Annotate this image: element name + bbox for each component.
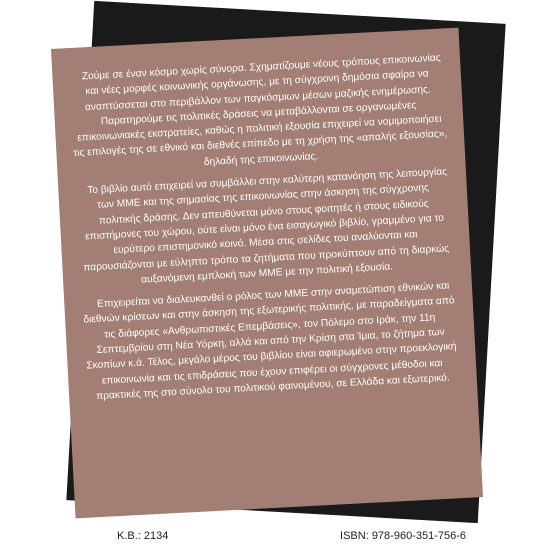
blurb-paragraph-2: Το βιβλίο αυτό επιχειρεί να συμβάλλει στην καλύτερη κατανόηση της λειτουργίας των ΜΜΕ και της σημασίας της επικοινωνίας στην άσκηση της σύγχρονης πολιτικής δράσης. Δεν απευθύνεται μόνο στους φοιτητές ή στους ειδικούς επιστήμονες του χώρου, ούτε είναι μόνο ένα εισαγωγικό βιβλίο, γραμμένο για το ευρύτερο επιστημονικό κοινό. Μέσα στις σελίδες του αναλύονται και παρουσιάζονται με εύληπτο τρόπο τα ζητήματα που προκύπτουν από τη διαρκώς αυξανόμενη εμπλοκή των ΜΜΕ με την πολιτική εξουσία. xyxy=(83,166,450,286)
isbn-number: ISBN: 978-960-351-756-6 xyxy=(340,530,466,542)
catalog-code: Κ.Β.: 2134 xyxy=(117,530,169,542)
blurb-paragraph-1: Ζούμε σε έναν κόσμο χωρίς σύνορα. Σχηματίζουμε νέους τρόπους επικοινωνίας και νέες μορφές κοινωνικής οργάνωσης, με τη σύγχρονη δημόσια σφαίρα να αναπτύσσεται στο περιβάλλον των παγκόσμιων μέσων μαζικής ενημέρωσης. Παρατηρούμε τις πολιτικές δράσεις να μεταβάλλονται σε οργανωμένες επικοινωνιακές εκστρατείες, καθώς η πολιτική εξουσία επιχειρεί να νομιμοποιήσει τις επιλογές της σε εθνικό και διεθνές επίπεδο με τη χρήση της «απαλής εξουσίας», δηλαδή της επικοινωνίας. xyxy=(72,52,448,168)
back-cover-panel xyxy=(51,28,483,519)
blurb-paragraph-3: Επιχειρείται να διαλευκανθεί ο ρόλος των ΜΜΕ στην αναμετώπιση εθνικών και διεθνών κρίσεων και στην άσκηση της εξωτερικής πολιτικής, με παραδείγματα από τις διάφορες «Ανθρωπιστικές Επεμβάσεις», τον Πόλεμο στο Ιράκ, την 11η Σεπτεμβρίου στη Νέα Υόρκη, αλλά και από την Κρίση στα Ίμια, το ζήτημα των Σκοπίων κ.ά. Τέλος, μεγάλο μέρος του βιβλίου είναι αφιερωμένο στην προεκλογική επικοινωνία και τις επιδράσεις που έχουν επιφέρει οι σύγχρονες μέθοδοι και πρακτικές της στο σύνολο του πολιτικού φαινομένου, σε Ελλάδα και εξωτερικό. xyxy=(83,280,457,403)
